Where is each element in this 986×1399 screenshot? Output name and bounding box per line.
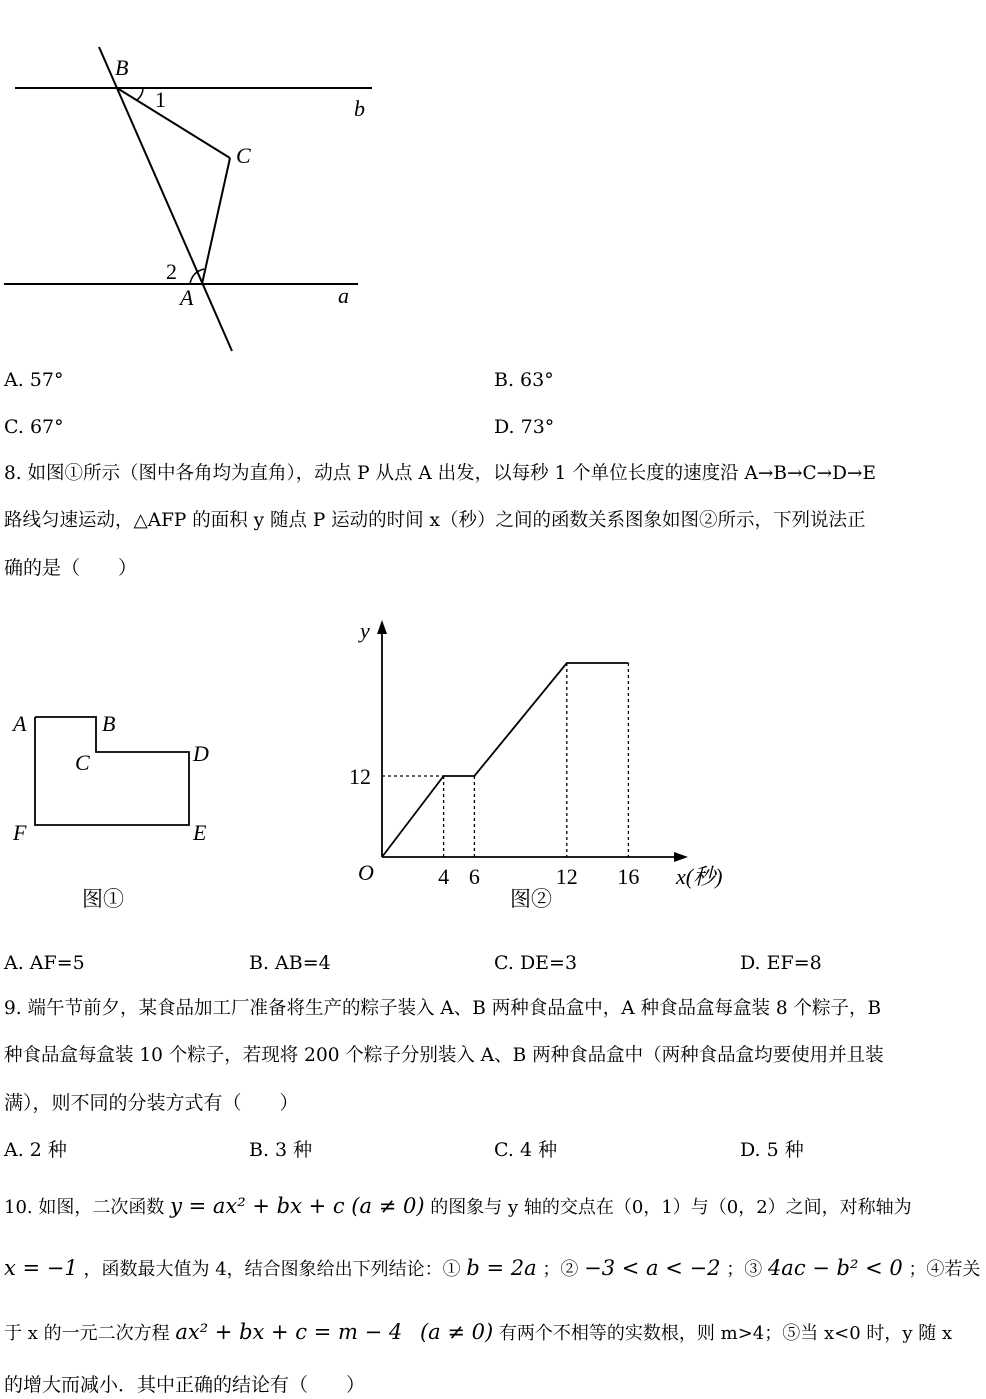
q8-option-b: B. AB=4: [249, 952, 331, 974]
label-C: C: [236, 143, 251, 168]
fig2-caption: 图②: [510, 887, 552, 911]
q10-line-3: [4, 1320, 952, 1346]
q10-line-2-c: ；③: [726, 1259, 763, 1280]
label-b: b: [354, 96, 365, 121]
q10-line-3-b: 有两个不相等的实数根，则 m>4；⑤当 x<0 时，y 随 x: [498, 1323, 953, 1344]
q8-option-d: D. EF=8: [740, 952, 822, 974]
q8-figure-1: [0, 690, 240, 920]
q10-line-2: [4, 1256, 980, 1282]
axis-label-y: y: [360, 618, 370, 643]
q10-eq-quadratic: ax² + bx + c = m − 4: [175, 1320, 403, 1344]
axis-label-x-text: x(秒): [676, 864, 723, 889]
segment-bc: [117, 88, 230, 158]
label-angle-1: 1: [155, 87, 166, 112]
q8-line-2: 路线匀速运动，△AFP 的面积 y 随点 P 运动的时间 x（秒）之间的函数关系图象如图②所示，下列说法正: [4, 510, 866, 531]
fig1-label-A: A: [13, 711, 27, 736]
segment-ca: [202, 158, 230, 284]
x-tick-16: 16: [617, 864, 640, 889]
graph-line: [382, 663, 628, 857]
q9-option-a: A. 2 种: [4, 1139, 67, 1161]
q9-line-2: 种食品盒每盒装 10 个粽子，若现将 200 个粽子分别装入 A、B 两种食品盒中（两种食品盒均要使用并且装: [4, 1045, 884, 1066]
q9-option-d: D. 5 种: [740, 1139, 804, 1161]
x-tick-12: 12: [555, 864, 578, 889]
x-tick-4: 4: [438, 864, 450, 889]
fig1-label-B: B: [102, 711, 116, 736]
q10-eq-2: −3 < a < −2: [584, 1256, 721, 1280]
q10-eq-function: y = ax² + bx + c (a ≠ 0): [170, 1194, 425, 1218]
q7-option-a: A. 57°: [4, 369, 64, 391]
q10-eq-condition: (a ≠ 0): [419, 1320, 494, 1344]
q8-line-3: 确的是（ ）: [4, 557, 138, 579]
q9-option-b: B. 3 种: [249, 1139, 313, 1161]
q8-line-1: 8. 如图①所示（图中各角均为直角），动点 P 从点 A 出发，以每秒 1 个单位长度的速度沿 A→B→C→D→E: [4, 463, 876, 484]
axis-label-x: [675, 864, 722, 889]
q10-line-2-a: ，函数最大值为 4，结合图象给出下列结论：①: [83, 1259, 461, 1280]
q10-line-4: 的增大而减小．其中正确的结论有（ ）: [4, 1374, 366, 1396]
fig1-label-D: D: [193, 741, 209, 766]
q8-option-c: C. DE=3: [494, 952, 578, 974]
q8-option-a: A. AF=5: [4, 952, 85, 974]
label-A: A: [180, 285, 194, 310]
q7-option-b: B. 63°: [494, 369, 554, 391]
label-origin: O: [358, 860, 374, 885]
q10-line-1: [4, 1194, 912, 1220]
y-tick-12: 12: [349, 764, 371, 789]
q10-eq-3: 4ac − b² < 0: [767, 1256, 903, 1280]
q10-line-3-a: 于 x 的一元二次方程: [4, 1323, 170, 1344]
fig1-label-F: F: [13, 820, 27, 845]
q10-line-1-end: 的图象与 y 轴的交点在（0，1）与（0，2）之间，对称轴为: [430, 1197, 912, 1218]
q10-line-2-b: ；②: [542, 1259, 579, 1280]
x-tick-6: 6: [468, 864, 480, 889]
fig1-label-E: E: [193, 820, 207, 845]
label-B: B: [115, 55, 129, 80]
q10-eq-axis: x = −1: [4, 1256, 78, 1280]
q8-figure-2: [340, 610, 740, 920]
label-angle-2: 2: [166, 259, 177, 284]
q9-line-1: 9. 端午节前夕，某食品加工厂准备将生产的粽子装入 A、B 两种食品盒中，A 种食品盒每盒装 8 个粽子，B: [4, 998, 882, 1019]
y-axis-arrow-icon: [377, 620, 387, 634]
label-a: a: [338, 283, 349, 308]
x-axis-arrow-icon: [674, 852, 688, 862]
angle-1-arc: [137, 88, 143, 100]
q7-figure: [0, 40, 400, 360]
q10-line-2-d: ；④若关: [908, 1259, 981, 1280]
q7-option-d: D. 73°: [494, 416, 555, 438]
q9-option-c: C. 4 种: [494, 1139, 558, 1161]
q9-line-3: 满），则不同的分装方式有（ ）: [4, 1092, 299, 1114]
fig1-caption: 图①: [82, 887, 124, 911]
fig1-label-C: C: [75, 750, 90, 775]
q10-line-1-start: 10. 如图，二次函数: [4, 1197, 165, 1218]
q7-option-c: C. 67°: [4, 416, 64, 438]
q10-eq-1: b = 2a: [466, 1256, 537, 1280]
